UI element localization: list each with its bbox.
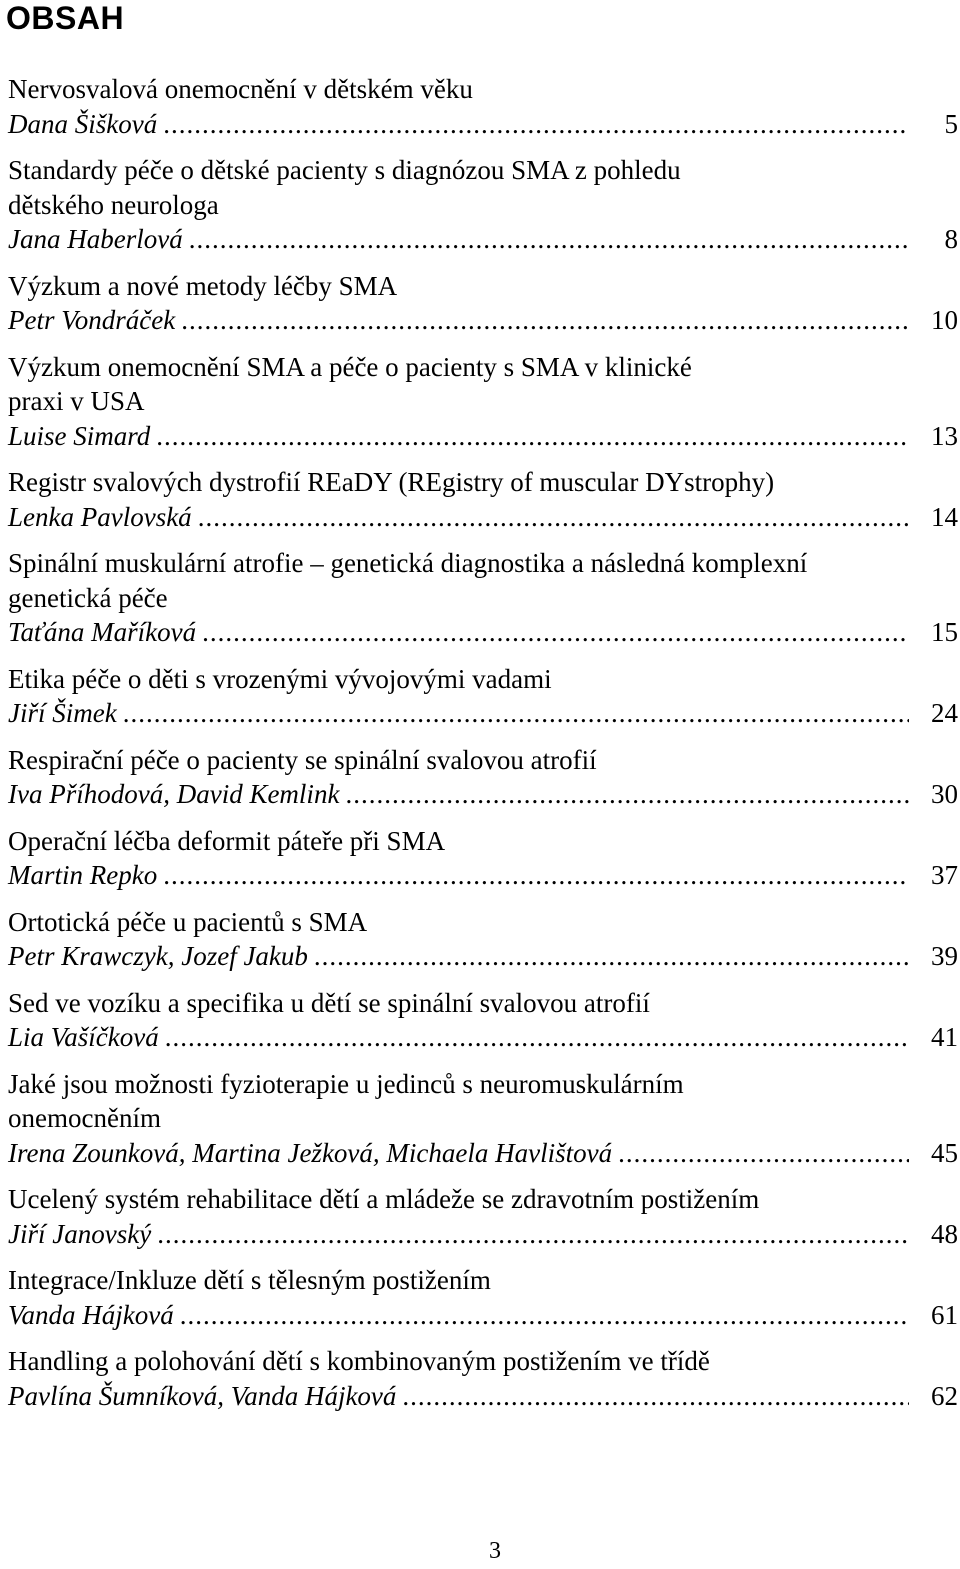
dot-leader (402, 1379, 909, 1414)
toc-entry-title: Sed ve vozíku a specifika u dětí se spinální svalovou atrofií (8, 987, 650, 1018)
dot-leader (163, 858, 909, 893)
toc-entry (8, 743, 958, 812)
toc-entry-title: Integrace/Inkluze dětí s tělesným postižením (8, 1265, 491, 1295)
toc-entry-author-row (8, 696, 958, 731)
toc-entry-title: Etika péče o děti s vrozenými vývojovými vadami (8, 663, 552, 694)
toc-entry-authors: Taťána Maříková (8, 617, 197, 647)
toc-entry (8, 72, 958, 141)
toc-entry-title: dětského neurologa (8, 189, 219, 220)
toc-entry-title: Operační léčba deformit páteře při SMA (8, 825, 446, 856)
toc-entry-author-row (8, 419, 958, 454)
toc-entry-authors: Iva Příhodová, David Kemlink (8, 779, 340, 809)
dot-leader (345, 777, 909, 812)
toc-entry-title: onemocněním (8, 1103, 161, 1133)
toc-entry-author-row (8, 107, 958, 142)
toc-entry-authors: Martin Repko (8, 860, 158, 890)
toc-entry-page-number: 5 (944, 108, 958, 139)
toc-entry-page-number: 62 (931, 1380, 958, 1411)
dot-leader (156, 419, 909, 454)
toc-entry (8, 269, 958, 338)
dot-leader (181, 303, 909, 338)
dot-leader (314, 939, 909, 974)
dot-leader (189, 222, 909, 257)
toc-entry (8, 1182, 958, 1251)
toc-entry-page-number: 41 (931, 1022, 958, 1052)
toc-entry (8, 1344, 958, 1413)
toc-entry-authors: Lia Vašíčková (8, 1022, 159, 1052)
toc-entry-page-number: 39 (931, 941, 958, 971)
toc-entry (8, 1263, 958, 1332)
toc-entry-title: Výzkum a nové metody léčby SMA (8, 270, 398, 301)
toc-entry (8, 153, 958, 257)
toc-entry-author-row (8, 615, 958, 650)
toc-entry-page-number: 30 (931, 779, 958, 809)
toc-entry-title: Ucelený systém rehabilitace dětí a mládeže se zdravotním postižením (8, 1184, 760, 1214)
table-of-contents (8, 72, 958, 1425)
toc-entry-page-number: 8 (944, 224, 958, 254)
dot-leader (180, 1298, 909, 1333)
toc-entry-title: Spinální muskulární atrofie – genetická diagnostika a následná komplexní (8, 548, 808, 578)
toc-entry-title: Ortotická péče u pacientů s SMA (8, 906, 368, 937)
dot-leader (198, 500, 909, 535)
toc-entry-author-row (8, 1136, 958, 1171)
toc-entry-title: Výzkum onemocnění SMA a péče o pacienty s SMA v klinické (8, 351, 692, 382)
toc-entry (8, 824, 958, 893)
toc-entry-author-row (8, 777, 958, 812)
dot-leader (165, 1020, 909, 1055)
toc-entry-title: genetická péče (8, 582, 168, 613)
toc-entry-title: Respirační péče o pacienty se spinální svalovou atrofií (8, 744, 597, 775)
toc-entry-authors: Luise Simard (8, 420, 151, 451)
dot-leader (202, 615, 909, 650)
toc-entry-page-number: 37 (931, 860, 958, 890)
toc-entry-page-number: 14 (931, 501, 958, 532)
dot-leader (157, 1217, 909, 1252)
toc-entry (8, 465, 958, 534)
toc-entry (8, 662, 958, 731)
toc-entry-title: Nervosvalová onemocnění v dětském věku (8, 74, 473, 104)
toc-entry-author-row (8, 1020, 958, 1055)
toc-entry-page-number: 24 (931, 698, 958, 728)
toc-entry-author-row (8, 500, 958, 535)
dot-leader (123, 696, 909, 731)
toc-entry-author-row (8, 1217, 958, 1252)
toc-entry-authors: Jana Haberlová (8, 224, 183, 254)
toc-entry-authors: Irena Zounková, Martina Ježková, Michaela Havlištová (8, 1137, 613, 1168)
toc-entry (8, 986, 958, 1055)
toc-entry-authors: Dana Šišková (8, 108, 158, 139)
page-number: 3 (489, 1538, 501, 1564)
toc-entry-page-number: 48 (931, 1218, 958, 1249)
toc-entry (8, 546, 958, 650)
toc-entry-title: Registr svalových dystrofií REaDY (REgistry of muscular DYstrophy) (8, 467, 775, 497)
toc-entry-page-number: 45 (931, 1137, 958, 1168)
toc-entry-author-row (8, 1298, 958, 1333)
toc-entry-author-row (8, 303, 958, 338)
page-title: OBSAH (6, 0, 125, 36)
toc-entry-title: Standardy péče o dětské pacienty s diagnózou SMA z pohledu (8, 155, 681, 185)
toc-entry-page-number: 13 (931, 420, 958, 451)
toc-entry-author-row (8, 858, 958, 893)
toc-entry-title: Handling a polohování dětí s kombinovaným postižením ve třídě (8, 1346, 710, 1376)
toc-entry-authors: Petr Krawczyk, Jozef Jakub (8, 941, 308, 971)
toc-entry-title: praxi v USA (8, 386, 145, 416)
toc-entry-title: Jaké jsou možnosti fyzioterapie u jedinců s neuromuskulárním (8, 1068, 684, 1099)
toc-entry-author-row (8, 939, 958, 974)
toc-entry-author-row (8, 222, 958, 257)
toc-entry-author-row (8, 1379, 958, 1414)
toc-entry (8, 350, 958, 454)
toc-entry-page-number: 15 (931, 617, 958, 647)
dot-leader (618, 1136, 909, 1171)
toc-entry-authors: Jiří Šimek (8, 698, 117, 728)
toc-entry (8, 1067, 958, 1171)
toc-entry-page-number: 10 (931, 305, 958, 335)
toc-entry-authors: Vanda Hájková (8, 1299, 174, 1330)
toc-entry (8, 905, 958, 974)
dot-leader (163, 107, 909, 142)
toc-entry-authors: Jiří Janovský (8, 1218, 152, 1249)
toc-entry-page-number: 61 (931, 1299, 958, 1330)
toc-entry-authors: Lenka Pavlovská (8, 501, 192, 532)
toc-entry-authors: Petr Vondráček (8, 305, 176, 335)
toc-entry-authors: Pavlína Šumníková, Vanda Hájková (8, 1380, 397, 1411)
